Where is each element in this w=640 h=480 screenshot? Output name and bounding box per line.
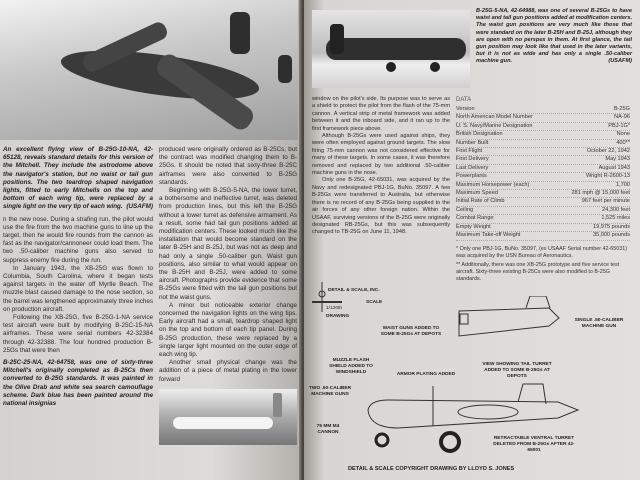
paragraph: Only one B-25G, 42-65031, was acquired by the Navy and redesignated PBJ-1G, BuNo. 35097. A few B-25Gs were transferred to Australia, but otherwise there is no record of any B-25Gs being supplied to the air forces of any other foreign nation. Within the USAAF, surviving versions of the B-25G were originally designated RB-25Gs, but this was subsequently changed to TB-25G on June 11, 1948. <box>312 177 450 236</box>
b25g-tail-drawing <box>454 296 564 362</box>
scale-drawing: DRAWING <box>326 314 350 319</box>
data-value: B-25G <box>613 106 630 112</box>
right-page <box>304 0 640 480</box>
data-label: First Flight <box>456 148 483 155</box>
callout-muzzle-shield: MUZZLE FLASH SHIELD ADDED TO WINDSHIELD <box>329 358 373 375</box>
data-value: 400** <box>616 139 630 146</box>
note: * Only one PBJ-1G, BuNo. 35097, (ex USAAF Serial number 42-65031) was acquired by the USN Bureau of Aeronautics. <box>456 246 628 259</box>
left-text-column-2 <box>159 146 297 384</box>
callout-two-guns: TWO .50-CALIBER MACHINE GUNS <box>308 386 352 397</box>
data-row <box>456 156 630 164</box>
data-row <box>456 198 630 206</box>
data-label: Empty Weight <box>456 223 491 230</box>
data-label: Combat Range <box>456 215 494 222</box>
data-label: Initial Rate of Climb <box>456 198 505 205</box>
drawing-credit: DETAIL & SCALE COPYRIGHT DRAWING BY LLOYD S. JONES <box>348 466 515 472</box>
top-photo-caption <box>3 146 153 212</box>
callout-armor: ARMOR PLATING ADDED <box>396 372 456 377</box>
b25c-sea-search-photo <box>159 389 297 445</box>
scale-logo-text: DETAIL & SCALE, INC. <box>328 288 380 293</box>
data-row <box>456 106 630 114</box>
data-table <box>456 106 630 241</box>
data-row <box>456 140 630 148</box>
photo-credit: (USAFM) <box>608 58 632 65</box>
paragraph: A minor but noticeable exterior change concerned the navigation lights on the wing tips. Early aircraft had a small, teardrop shaped light on the top and bottom of each tip panel. During B-25G production, these were replaced by a single larger light mounted on the outer edge of each wing tip. <box>159 301 297 359</box>
data-value: 24,300 feet <box>602 206 630 213</box>
data-label: North American Model Number <box>456 114 533 121</box>
paragraph: produced were originally ordered as B-25Cs, but the contract was modified changing them to B-25Gs. It should be noted that sixty-three B-25C airframes were also converted to B-25G standards. <box>159 146 297 186</box>
data-label: U. S. Navy/Marine Designation <box>456 122 533 129</box>
data-row <box>456 148 630 156</box>
callout-single-gun: SINGLE .50-CALIBER MACHINE GUN <box>574 318 624 329</box>
paragraph: window on the pilot's side. Its purpose was to serve as a shield to protect the pilot from the flash of the 75-mm cannon. A vertical strip of metal framework was added between it and the inboard side, and it ran up to the first framework piece above. <box>312 96 450 132</box>
data-title: DATA <box>456 97 472 103</box>
data-row <box>456 123 630 131</box>
callout-cannon: 75 MM M4 CANNON <box>316 424 340 435</box>
b25g-ground-photo <box>312 10 470 88</box>
data-value: 35,000 pounds <box>592 232 630 239</box>
left-page <box>0 0 302 480</box>
callout-waist-guns: WAIST GUNS ADDED TO SOME B-25Gs AT DEPOTS <box>380 326 442 337</box>
data-notes <box>456 246 630 283</box>
paragraph: n the new nose. During a strafing run, the pilot would use the fire from the two machine guns to line up the target, then he would fire rounds from the cannon as fast as the navigator/cannoneer could load them. The two .50-caliber machine guns also served to suppress enemy fire during the run. <box>3 215 153 264</box>
photo-credit: (USAFM) <box>126 203 153 211</box>
data-label: British Designation <box>456 131 503 138</box>
paragraph: In January 1943, the XB-25G was flown to Columbia, South Carolina, where it began tests against targets in the water off Myrtle Beach. The muzzle blast caused damage to the nose section, so the barrel was lengthened approximately three inches on production aircraft. <box>3 264 153 313</box>
caption-text: B-25G-5-NA, 42-64988, was one of several B-25Gs to have waist and tail gun positions added at modification centers. The waist gun positions are very much like those that were standard on the later B-25H and B-25J, although they are open with no perspex in them. At first glance, the tail gun position may look like that used in the later variants, but it is not as wide and has only a single .50-caliber machine gun. <box>476 8 632 65</box>
data-value: May 1943 <box>605 156 630 163</box>
data-label: Maximum Speed <box>456 190 498 197</box>
data-value: Wright R-2600-13 <box>585 173 630 180</box>
left-column-a <box>3 146 153 408</box>
callout-tail-turret: VIEW SHOWING TAIL TURRET ADDED TO SOME B-25Gs AT DEPOTS <box>482 362 552 379</box>
data-row <box>456 173 630 181</box>
data-row <box>456 190 630 198</box>
b25g-flying-photo <box>0 0 298 140</box>
data-label: Ceiling <box>456 206 474 213</box>
paragraph: Although B-25Gs were used against ships, they were often employed against ground targets. The slow firing 75-mm cannon was not considered effective for many of these targets. In some cases, it was therefore removed and replaced by two additional .50-caliber machine guns in the nose. <box>312 133 450 177</box>
data-row <box>456 215 630 223</box>
bottom-photo-caption: B-25C-25-NA, 42-64758, was one of sixty-three Mitchell's originally completed as B-25Cs then converted to B-25G standards. It was painted in the Olive Drab and white sea search camouflage scheme. Dark blue has been painted around the national insignias <box>3 359 153 408</box>
scale-word: SCALE <box>366 300 383 305</box>
left-column-b <box>159 146 297 445</box>
data-value: 1,700 <box>616 181 630 188</box>
data-row <box>456 131 630 139</box>
data-value: 281 mph @ 15,000 feet <box>571 190 630 197</box>
data-label: Last Delivery <box>456 164 489 171</box>
data-value: NA-96 <box>614 114 630 121</box>
data-row <box>456 232 630 240</box>
data-label: Number Built <box>456 139 489 146</box>
data-label: First Delivery <box>456 156 489 163</box>
data-value: October 22, 1942 <box>586 148 630 155</box>
data-value: 19,975 pounds <box>592 223 630 230</box>
data-label: Maximum Take-off Weight <box>456 232 521 239</box>
data-value: None <box>616 131 630 138</box>
top-photo-caption <box>476 8 632 66</box>
data-row <box>456 224 630 232</box>
data-value: 967 feet per minute <box>581 198 630 205</box>
paragraph: Beginning with B-25G-5-NA, the lower turret, a bothersome and ineffective turret, was deleted from production lines, but this left the B-25G without a lower turret as defensive armament. As a result, some had tail gun positions added at modification centers. These looked much like the installation that would become standard on the later B-25H and B-25J, but was not as deep and had only a single .50-caliber gun. Waist gun positions, also similar to what would appear on the B-25H and B-25J, were added to some aircraft. Photographs provide evidence that some B-25Gs were fitted with the tail gun positions but not the waist guns. <box>159 187 297 301</box>
caption-text: An excellent flying view of B-25G-10-NA, 42-65128, reveals standard details for this version of the Mitchell. They include the astrodome above the navigator's station, but no waist or tail gun positions. The two teardrop shaped navigation lights, fitted to early Mitchells on the top and bottom of each wing tip, were replaced by a single light on the very tip of each wing. <box>3 146 153 211</box>
data-row <box>456 114 630 122</box>
data-row <box>456 207 630 215</box>
right-text-column <box>312 96 450 237</box>
data-row <box>456 182 630 190</box>
data-row <box>456 165 630 173</box>
data-value: 1,525 miles <box>601 215 630 222</box>
paragraph: Following the XB-25G, five B-25G-1-NA service test aircraft were built by modifying B-25C-15-NA airframes. These were serial numbers 42-32384 through 42-32388. The four hundred production B-25Gs that were then <box>3 314 153 354</box>
callout-ventral-turret: RETRACTABLE VENTRAL TURRET DELETED FROM B-25Gs AFTER 42-65001 <box>493 436 575 453</box>
data-value: PBJ-1G* <box>608 122 630 129</box>
scale-ratio: 1/120th <box>326 306 343 311</box>
data-label: Powerplants <box>456 173 487 180</box>
left-text-column-1 <box>3 216 153 355</box>
data-label: Version <box>456 106 475 112</box>
data-value: August 1943 <box>598 164 630 171</box>
paragraph: Another small physical change was the addition of a piece of metal plating in the lower forward <box>159 359 297 383</box>
note: ** Additionally, there was one XB-25G prototype and five service test aircraft. Sixty-three existing B-25Cs were also modified to B-25G standards. <box>456 262 620 282</box>
data-label: Maximum Horsepower (each) <box>456 181 530 188</box>
